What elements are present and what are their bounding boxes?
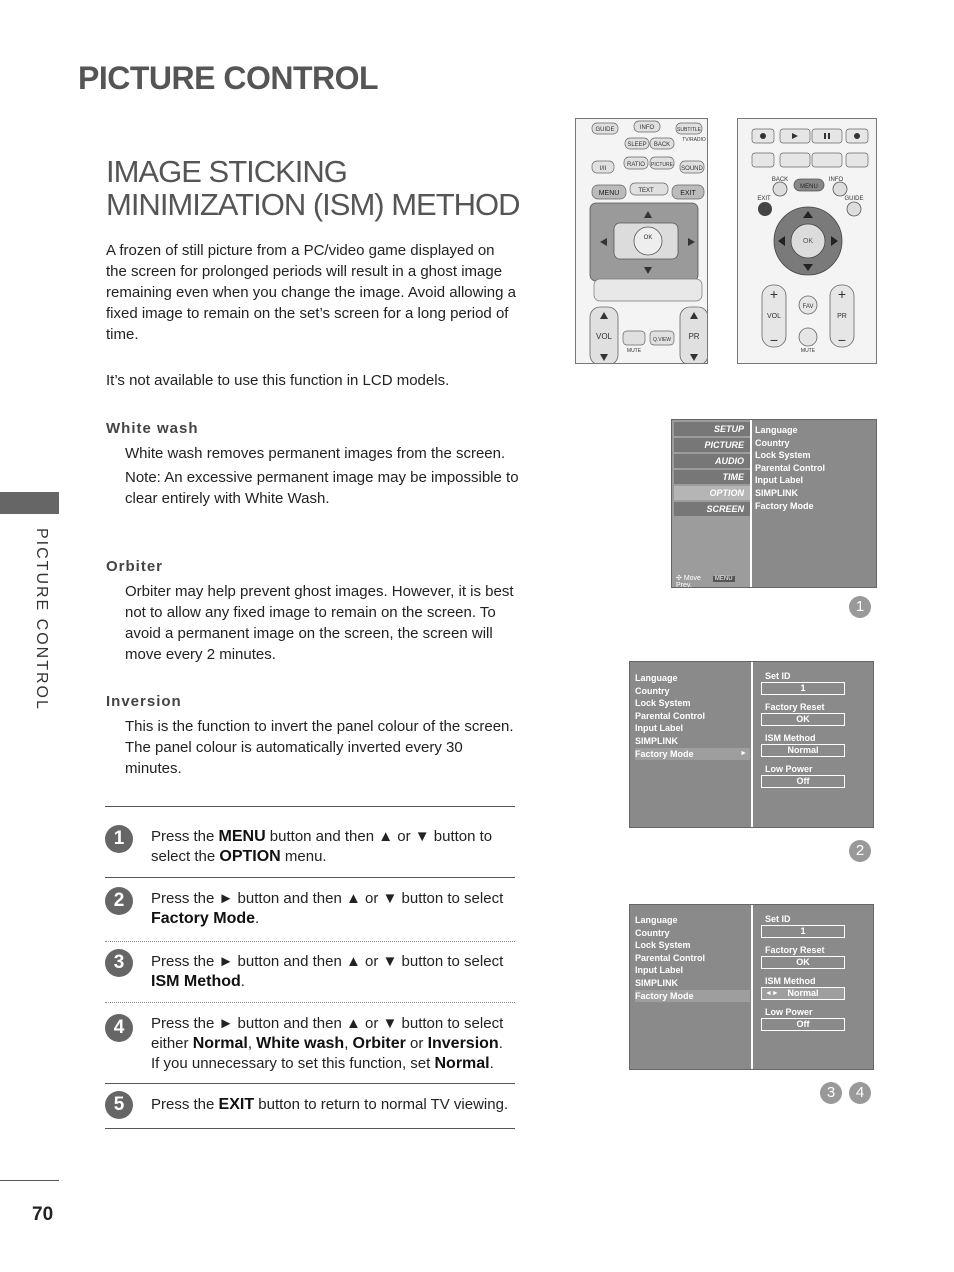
- setting-label: Factory Reset: [765, 702, 825, 712]
- remote-label: TV/RADIO: [682, 137, 706, 143]
- sidebar-tab-marker: [0, 492, 59, 514]
- menu-item[interactable]: Language: [635, 915, 678, 925]
- settings-list: [753, 914, 873, 1038]
- menu-item[interactable]: Language: [755, 425, 798, 435]
- setting-value[interactable]: 1: [761, 925, 845, 938]
- remote-label: PR: [837, 313, 847, 320]
- remote-label: FAV: [802, 304, 814, 310]
- remote-label: VOL: [766, 313, 782, 320]
- menu-item[interactable]: Parental Control: [755, 462, 826, 473]
- menu-item-selected[interactable]: Factory Mode: [635, 990, 750, 1003]
- menu-item-selected[interactable]: Factory Mode ►: [635, 748, 750, 761]
- remote-label: MENU: [598, 190, 620, 197]
- step-text: Press the ► button and then ▲ or ▼ button to select ISM Method.: [151, 953, 504, 990]
- svg-text:−: −: [769, 332, 779, 348]
- lcd-note: It’s not available to use this function in LCD models.: [106, 372, 450, 389]
- setting-label: ISM Method: [765, 733, 816, 743]
- remote-label: VOL: [595, 332, 613, 341]
- step-text: Press the ► button and then ▲ or ▼ button to select either Normal, White wash, Orbiter or Inversion. If you unnecessary to set this function, set Normal.: [151, 1015, 504, 1072]
- menu-footer: ✣ Move MENU Prev.: [676, 575, 733, 589]
- subsection-title: Orbiter: [106, 558, 164, 575]
- remote-label: I/II: [599, 166, 607, 172]
- menu-item[interactable]: Country: [635, 685, 670, 696]
- svg-text:+: +: [837, 286, 847, 302]
- arrow-right-icon: ►: [740, 749, 747, 757]
- subsection-orbiter: [106, 558, 526, 668]
- remote-label: GUIDE: [844, 196, 864, 202]
- subsection-text: Orbiter may help prevent ghost images. However, it is best not to allow any fixed image to remain on the screen. To avoid a permanent image on the screen, the screen will move every 2 minutes.: [125, 583, 514, 663]
- menu-item-list: [635, 672, 750, 760]
- setting-value[interactable]: Off: [761, 775, 845, 788]
- step-badge-1: 1: [849, 596, 871, 618]
- menu-item[interactable]: SIMPLINK: [755, 487, 799, 498]
- osd-menu-ism-method: [629, 904, 874, 1070]
- menu-item-list: [635, 914, 750, 1002]
- remote-label: MUTE: [800, 348, 816, 354]
- setting-value-selected[interactable]: ◄► Normal: [761, 987, 845, 1000]
- step-3: [105, 942, 515, 1002]
- remote-label: OK: [643, 235, 653, 241]
- remote-right-drawing: [738, 119, 877, 364]
- svg-text:+: +: [769, 286, 779, 302]
- setting-label: Low Power: [765, 1007, 813, 1017]
- remote-control-left: [575, 118, 708, 364]
- setting-label: Set ID: [765, 671, 791, 681]
- remote-label: BACK: [653, 142, 671, 148]
- steps-list: [105, 806, 515, 1129]
- step-text: Press the MENU button and then ▲ or ▼ button to select the OPTION menu.: [151, 828, 493, 865]
- subsection-text: Note: An excessive permanent image may be impossible to clear entirely with White Wash.: [125, 469, 519, 507]
- menu-item[interactable]: Lock System: [635, 940, 691, 951]
- step-number: 1: [105, 825, 133, 853]
- step-number: 4: [105, 1014, 133, 1042]
- subsection-text: This is the function to invert the panel colour of the screen. The panel colour is automatically inverted every 30 minutes.: [125, 718, 514, 777]
- section-title: IMAGE STICKING MINIMIZATION (ISM) METHOD: [106, 154, 520, 222]
- menu-tab-screen[interactable]: SCREEN: [674, 502, 750, 516]
- subsection-title: Inversion: [106, 693, 182, 710]
- menu-item[interactable]: Input Label: [635, 723, 683, 734]
- remote-label: INFO: [828, 177, 844, 183]
- remote-label: Q.VIEW: [652, 337, 672, 343]
- settings-list: [753, 671, 873, 795]
- step-1: [105, 807, 515, 877]
- osd-menu-option: [671, 419, 877, 588]
- subsection-text: White wash removes permanent images from the screen.: [125, 445, 506, 462]
- step-2: [105, 878, 515, 941]
- remote-label: OK: [802, 238, 814, 245]
- menu-item[interactable]: SIMPLINK: [635, 977, 679, 988]
- setting-value[interactable]: 1: [761, 682, 845, 695]
- menu-tab-time[interactable]: TIME: [674, 470, 750, 484]
- step-number: 2: [105, 887, 133, 915]
- setting-label: Set ID: [765, 914, 791, 924]
- step-number: 3: [105, 949, 133, 977]
- step-text: Press the ► button and then ▲ or ▼ button to select Factory Mode.: [151, 890, 504, 927]
- menu-item[interactable]: Country: [635, 927, 670, 938]
- remote-left-drawing: [576, 119, 708, 364]
- step-badge-2: 2: [849, 840, 871, 862]
- step-badge-4: 4: [849, 1082, 871, 1104]
- remote-label: TEXT: [638, 188, 654, 194]
- setting-value[interactable]: Normal: [761, 744, 845, 757]
- setting-value[interactable]: Off: [761, 1018, 845, 1031]
- menu-item[interactable]: Language: [635, 673, 678, 683]
- menu-item-list: [755, 424, 825, 512]
- remote-label: GUIDE: [595, 127, 615, 133]
- remote-label: SUBTITLE: [677, 127, 701, 133]
- menu-item[interactable]: Parental Control: [635, 952, 706, 963]
- step-badge-3: 3: [820, 1082, 842, 1104]
- step-text: Press the EXIT button to return to normal TV viewing.: [151, 1096, 509, 1113]
- page-header-title: PICTURE CONTROL: [78, 60, 379, 96]
- setting-value[interactable]: OK: [761, 713, 845, 726]
- setting-label: Factory Reset: [765, 945, 825, 955]
- menu-item[interactable]: Parental Control: [635, 710, 706, 721]
- setting-value[interactable]: OK: [761, 956, 845, 969]
- step-number: 5: [105, 1091, 133, 1119]
- menu-item[interactable]: SIMPLINK: [635, 735, 679, 746]
- remote-label: EXIT: [757, 196, 771, 202]
- arrow-left-right-icon: ◄►: [765, 990, 779, 997]
- subsection-white-wash: [106, 420, 526, 512]
- remote-label: MENU: [800, 184, 818, 190]
- move-icon: ✣: [676, 575, 682, 582]
- menu-tab-column: [672, 420, 750, 587]
- svg-text:−: −: [837, 332, 847, 348]
- step-4: [105, 1003, 515, 1083]
- step-5: [105, 1084, 515, 1128]
- intro-paragraph: A frozen of still picture from a PC/video game displayed on the screen for prolonged periods will result in a ghost image remaining even when you change the image. Avoid allowing a fixed image to remain on the set’s screen for a long period of time.: [106, 242, 516, 343]
- menu-tab-picture[interactable]: PICTURE: [674, 438, 750, 452]
- remote-label: PICTURE: [651, 162, 673, 168]
- remote-label: INFO: [639, 125, 655, 131]
- remote-label: RATIO: [627, 162, 645, 168]
- menu-item[interactable]: Factory Mode: [755, 500, 814, 511]
- menu-item[interactable]: Input Label: [635, 965, 683, 976]
- osd-menu-factory-mode: [629, 661, 874, 828]
- menu-item[interactable]: Lock System: [635, 698, 691, 709]
- menu-item[interactable]: Lock System: [755, 450, 811, 461]
- remote-label: EXIT: [680, 190, 696, 197]
- remote-label: PR: [688, 332, 700, 341]
- subsection-title: White wash: [106, 420, 199, 437]
- menu-tab-audio[interactable]: AUDIO: [674, 454, 750, 468]
- remote-control-right: [737, 118, 877, 364]
- menu-tab-setup[interactable]: SETUP: [674, 422, 750, 436]
- remote-label: SOUND: [681, 166, 703, 172]
- menu-item[interactable]: Country: [755, 437, 790, 448]
- remote-label: MUTE: [626, 348, 642, 354]
- setting-label: ISM Method: [765, 976, 816, 986]
- setting-label: Low Power: [765, 764, 813, 774]
- remote-label: SLEEP: [627, 142, 647, 148]
- remote-label: BACK: [771, 177, 789, 183]
- page-number: 70: [32, 1204, 54, 1225]
- footer-rule: [0, 1180, 59, 1181]
- subsection-inversion: [106, 693, 526, 782]
- menu-tab-option[interactable]: OPTION: [674, 486, 750, 500]
- menu-item[interactable]: Input Label: [755, 475, 803, 486]
- sidebar-label: PICTURE CONTROL: [33, 528, 50, 711]
